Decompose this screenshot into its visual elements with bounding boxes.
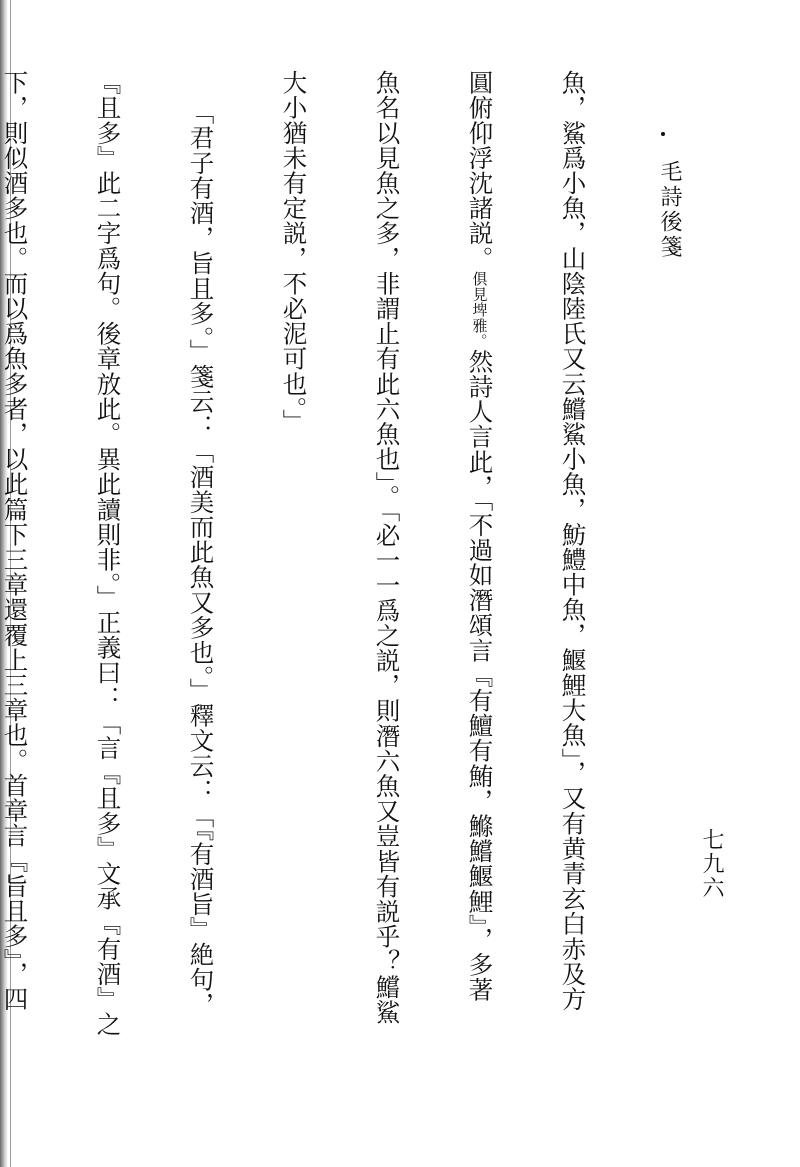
text-column: 大小猶未有定説，不必泥可也。」 [279, 70, 309, 435]
text-column [456, 70, 503, 1060]
running-title: 毛詩後箋 [657, 160, 682, 260]
inline-note: 俱見埤雅。 [470, 270, 489, 349]
text-column: 『且多』此二字爲句。後章放此。異此讀則非。」正義曰：「言『且多』文承『有酒』之 [93, 70, 123, 1037]
text-column: 下，則似酒多也。而以爲魚多者，以此篇下三章還覆上三章也。首章言『旨且多』，四 [0, 70, 30, 1012]
main-text [0, 70, 642, 1060]
text-segment: 然詩人言此，「不過如潛頌言『有鱣有鮪，鰷鱨鰋鯉』，多著 [465, 348, 495, 1003]
text-column: 魚名以見魚之多，非謂止有此六魚也」。「必一一爲之説，則潛六魚又豈皆有説乎？鱨鯊 [372, 70, 402, 1025]
text-column: 「君子有酒，旨且多。」箋云：「酒美而此魚又多也。」釋文云：「『有酒旨』絶句， [186, 100, 216, 1018]
header-dot [661, 132, 665, 136]
page-number: 七九六 [699, 828, 724, 900]
text-column: 魚，鯊爲小魚，山陰陸氏又云鱨鯊小魚，魴鱧中魚，鰋鯉大魚」，又有黄青玄白赤及方 [558, 70, 588, 1012]
text-segment: 圓俯仰浮沈諸説。 [465, 70, 495, 271]
